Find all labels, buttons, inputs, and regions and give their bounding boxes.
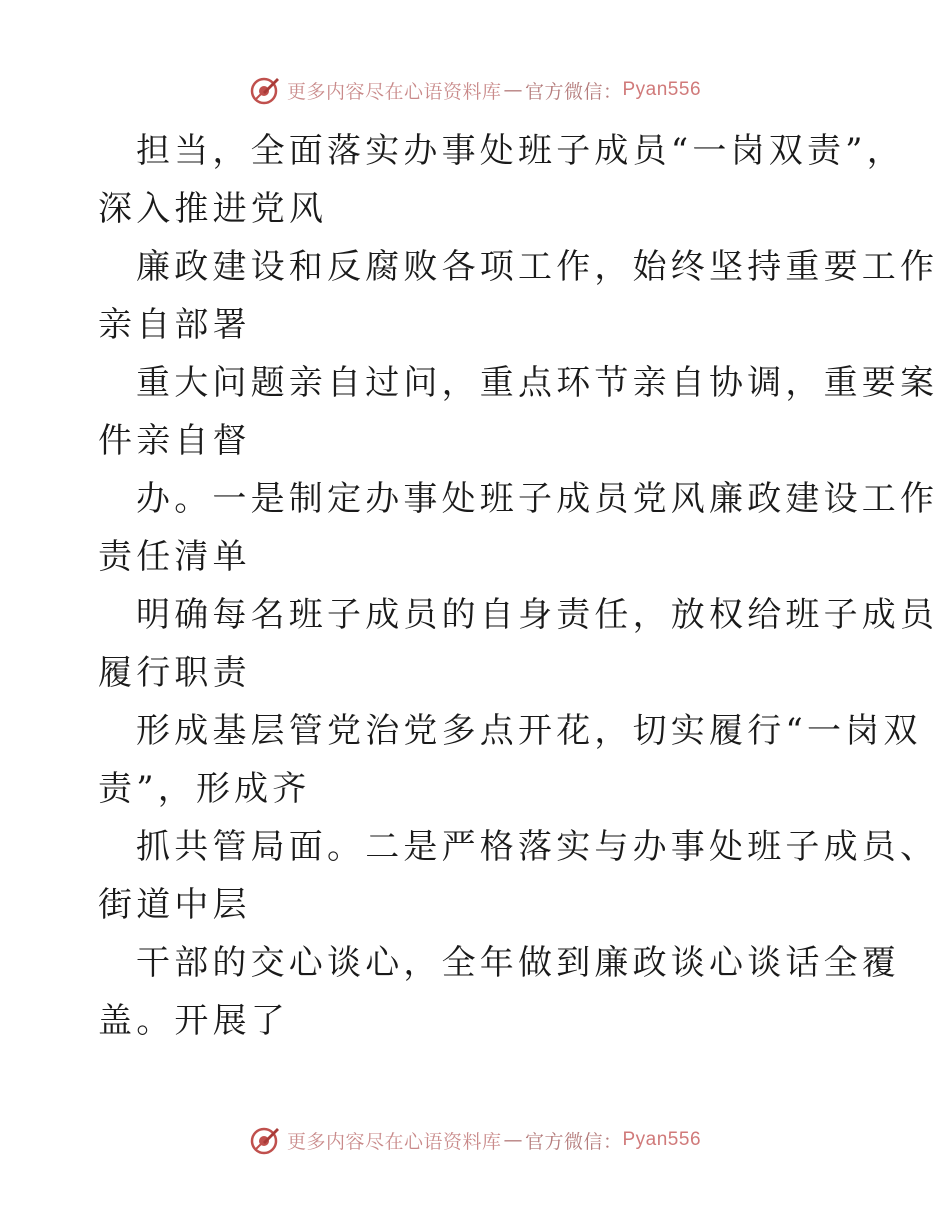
watermark-text: 更多内容尽在心语资料库 <box>286 80 502 103</box>
text-line: 廉政建设和反腐败各项工作，始终坚持重要工作 <box>136 247 939 287</box>
text-line: 办。一是制定办事处班子成员党风廉政建设工作 <box>136 479 939 519</box>
text-line: 重大问题亲自过问，重点环节亲自协调，重要案 <box>136 363 939 403</box>
header-watermark <box>0 70 950 110</box>
text-line: 干部的交心谈心，全年做到廉政谈心谈话全覆 <box>136 943 900 983</box>
text-line: 抓共管局面。二是严格落实与办事处班子成员、 <box>136 827 939 867</box>
watermark-wechat-id: Pyan556 <box>622 1129 702 1150</box>
text-line: 街道中层 <box>98 885 251 925</box>
text-line: 亲自部署 <box>98 305 251 345</box>
document-body <box>98 122 939 1050</box>
watermark-separator: — <box>503 1129 523 1151</box>
footer-watermark <box>0 1120 950 1160</box>
text-line: 件亲自督 <box>98 421 251 461</box>
text-line: 深入推进党风 <box>98 189 328 229</box>
watermark-label: 官方微信： <box>524 80 623 103</box>
watermark-separator: — <box>503 79 523 101</box>
text-line: 履行职责 <box>98 653 251 693</box>
text-line: 明确每名班子成员的自身责任，放权给班子成员 <box>136 595 939 635</box>
text-line: 责任清单 <box>98 537 251 577</box>
watermark-text: 更多内容尽在心语资料库 <box>286 1130 502 1153</box>
text-line: 盖。开展了 <box>98 1001 289 1041</box>
watermark-wechat-id: Pyan556 <box>622 79 702 100</box>
pen-logo-icon <box>249 1124 281 1156</box>
text-line: 形成基层管党治党多点开花，切实履行“一岗双 <box>136 711 922 751</box>
text-line: 责”，形成齐 <box>98 769 311 809</box>
pen-logo-icon <box>249 74 281 106</box>
watermark-label: 官方微信： <box>524 1130 623 1153</box>
text-line: 担当，全面落实办事处班子成员“一岗双责”， <box>136 131 905 171</box>
